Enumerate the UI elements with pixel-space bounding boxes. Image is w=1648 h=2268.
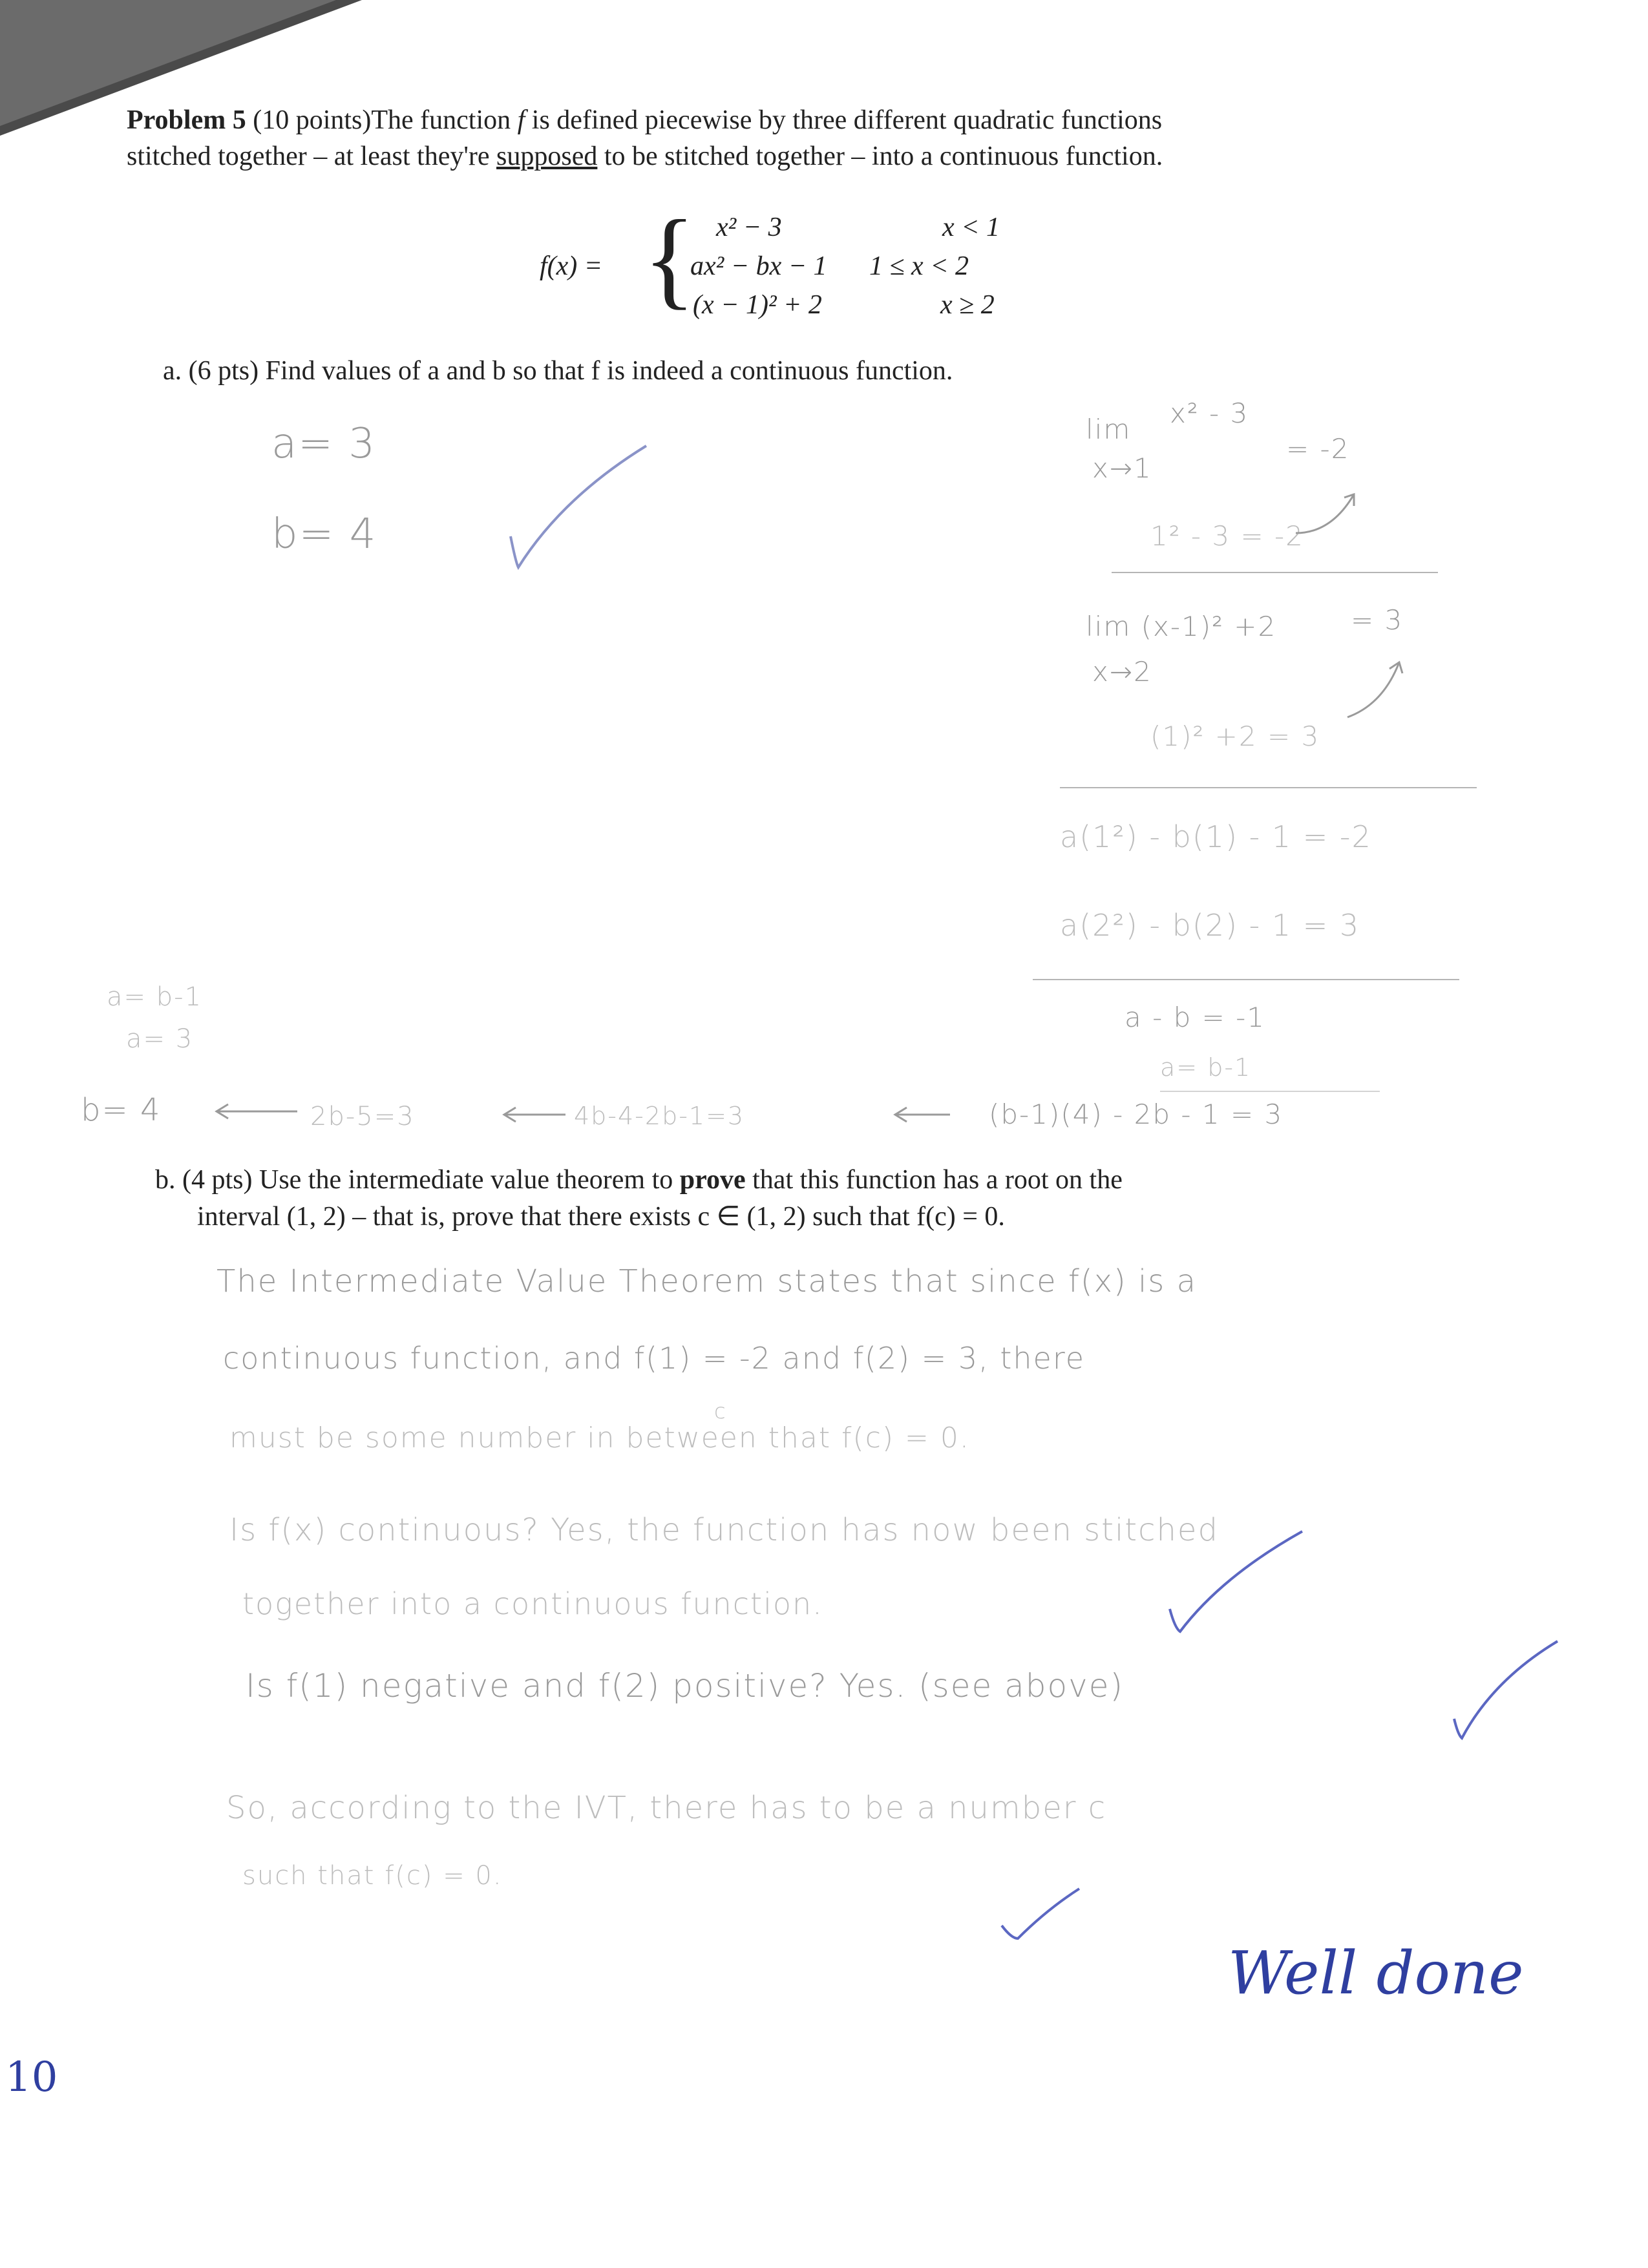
problem-intro-1b: is defined piecewise by three different quadratic functions <box>525 105 1163 135</box>
lim1-result: = -2 <box>1286 433 1350 465</box>
chain-arrow-3 <box>889 1105 953 1124</box>
continuity-question: Is f(x) continuous? Yes, the function has now been stitched <box>229 1512 1219 1548</box>
lim1-label: lim <box>1086 414 1132 445</box>
check-mark-a <box>504 439 659 569</box>
lim2-expression: lim (x-1)² +2 <box>1086 611 1277 642</box>
lim2-result: = 3 <box>1351 604 1404 636</box>
problem-line-2 <box>127 141 1163 172</box>
chain-arrow-1 <box>210 1102 301 1121</box>
ivt-caret-c: c <box>714 1399 727 1423</box>
side-note-1: a= b-1 <box>107 982 203 1012</box>
ivt-line-1: The Intermediate Value Theorem states that since f(x) is a <box>217 1263 1197 1299</box>
part-b-line-1 <box>155 1164 1123 1195</box>
arrow-up-1 <box>1293 488 1364 540</box>
problem-points: (10 points) <box>253 105 372 135</box>
system-eq-4: a= b-1 <box>1160 1053 1252 1082</box>
piecewise-cond-3: x ≥ 2 <box>940 290 995 320</box>
part-b-line-1a: b. (4 pts) Use the intermediate value theorem to <box>155 1165 680 1195</box>
divider-1 <box>1112 572 1438 573</box>
piecewise-expr-1: x² − 3 <box>716 213 782 242</box>
piecewise-lhs: f(x) = <box>540 251 603 281</box>
supposed-word: supposed <box>496 142 598 171</box>
system-eq-2: a(2²) - b(2) - 1 = 3 <box>1060 908 1360 943</box>
piecewise-cond-2: 1 ≤ x < 2 <box>869 251 969 281</box>
problem-intro-1a: The function <box>371 105 518 135</box>
lim1-function: x² - 3 <box>1170 397 1249 429</box>
problem-intro-2a: stitched together – at least they're <box>127 142 497 171</box>
score: 10 <box>5 2053 58 2101</box>
chain-arrow-2 <box>498 1105 569 1124</box>
conclusion-line-1: So, according to the IVT, there has to be a number c <box>226 1790 1107 1826</box>
part-b-line-2: interval (1, 2) – that is, prove that there exists c ∈ (1, 2) such that f(c) = 0. <box>197 1202 1005 1232</box>
piecewise-cond-1: x < 1 <box>942 213 1000 242</box>
part-a-question: a. (6 pts) Find values of a and b so that f is indeed a continuous function. <box>163 356 953 386</box>
sign-question: Is f(1) negative and f(2) positive? Yes. (see above) <box>246 1667 1124 1705</box>
arrow-up-2 <box>1344 653 1409 724</box>
ivt-line-3: must be some number in between that f(c) = 0. <box>229 1422 970 1454</box>
problem-label: Problem 5 <box>127 105 246 135</box>
prove-word: prove <box>679 1165 746 1195</box>
system-eq-1: a(1²) - b(1) - 1 = -2 <box>1060 819 1372 854</box>
side-note-2: a= 3 <box>126 1024 194 1054</box>
divider-3 <box>1033 979 1459 980</box>
chain-step-1: 2b-5=3 <box>310 1102 415 1131</box>
piecewise-expr-3: (x − 1)² + 2 <box>693 290 822 320</box>
divider-4 <box>1160 1091 1380 1092</box>
piecewise-expr-2: ax² − bx − 1 <box>690 251 827 281</box>
chain-b-value: b= 4 <box>81 1092 162 1128</box>
check-mark-sign <box>1448 1635 1564 1738</box>
chain-step-3: (b-1)(4) - 2b - 1 = 3 <box>989 1098 1284 1130</box>
function-symbol: f <box>517 105 525 135</box>
lim2-evaluation: (1)² +2 = 3 <box>1150 720 1320 752</box>
grader-comment: Well done <box>1228 1938 1524 2008</box>
lim1-evaluation: 1² - 3 = -2 <box>1150 520 1304 552</box>
part-b-line-1b: that this function has a root on the <box>745 1165 1123 1195</box>
ivt-line-2: continuous function, and f(1) = -2 and f(2) = 3, there <box>223 1341 1086 1376</box>
system-eq-3: a - b = -1 <box>1125 1002 1266 1033</box>
chain-step-2: 4b-4-2b-1=3 <box>574 1102 745 1130</box>
divider-2 <box>1060 787 1477 788</box>
answer-b: b= 4 <box>271 510 377 558</box>
answer-a: a= 3 <box>271 420 376 468</box>
check-mark-continuity <box>1163 1525 1312 1635</box>
problem-line-1 <box>127 105 1162 136</box>
check-mark-conclusion <box>995 1884 1086 1942</box>
continuity-answer: together into a continuous function. <box>242 1586 823 1621</box>
lim2-subscript: x→2 <box>1092 656 1152 688</box>
piecewise-brace: { <box>643 198 696 319</box>
problem-intro-2b: to be stitched together – into a continuous function. <box>597 142 1163 171</box>
conclusion-line-2: such that f(c) = 0. <box>242 1861 503 1891</box>
lim1-subscript: x→1 <box>1092 452 1152 484</box>
